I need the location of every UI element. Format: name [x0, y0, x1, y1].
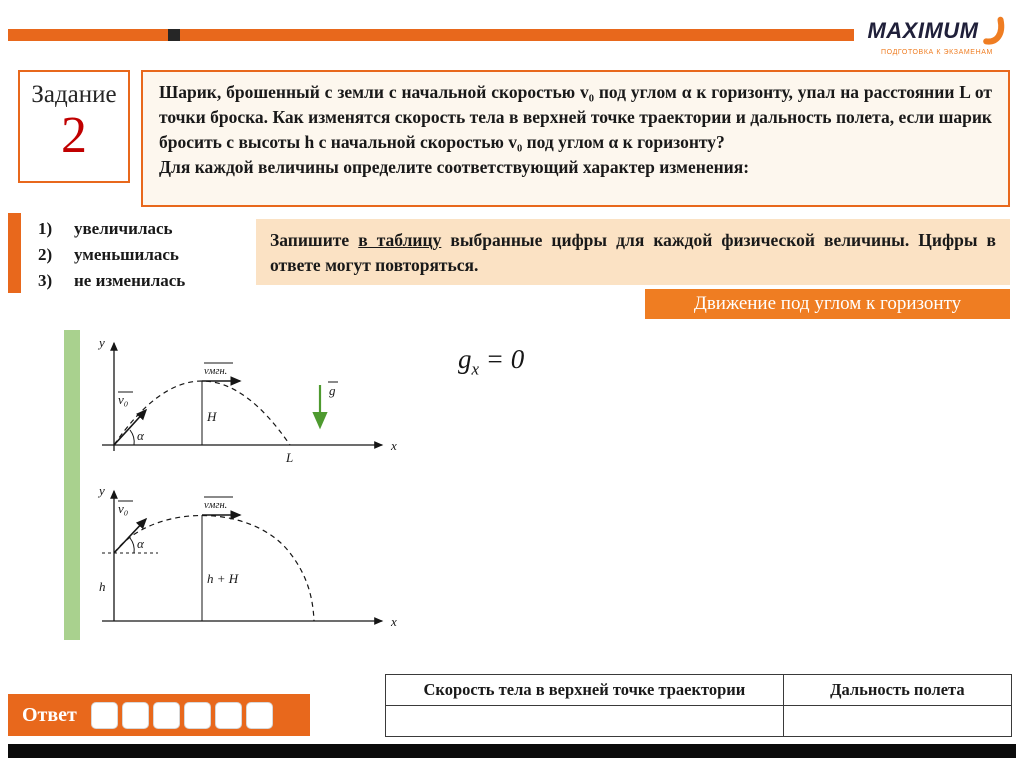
instruction-text-underlined: в таблицу	[358, 230, 442, 250]
result-table	[385, 674, 1012, 737]
table-cell-range[interactable]	[783, 706, 1011, 737]
x-axis-label: x	[391, 438, 397, 453]
instruction-text-after: выбранные цифры для каждой физической величины. Цифры в ответе могут повторяться.	[270, 230, 996, 276]
top-accent-bar	[8, 29, 854, 41]
top-bar-square	[168, 29, 180, 41]
instruction-box	[256, 219, 1010, 285]
green-accent-bar	[64, 330, 80, 640]
brand-logo	[858, 12, 1016, 64]
formula-rest: = 0	[479, 344, 525, 374]
instruction-text-before: Запишите	[270, 230, 359, 250]
trajectory-diagram-ground	[92, 333, 402, 478]
table-row	[386, 706, 1012, 737]
option-decrease	[38, 242, 248, 268]
table-cell-speed[interactable]	[386, 706, 784, 737]
alpha-angle-arc	[130, 538, 134, 553]
option-number: 3)	[38, 271, 53, 290]
answer-label: Ответ	[22, 703, 77, 726]
option-number: 2)	[38, 245, 53, 264]
task-number: 2	[61, 107, 87, 164]
option-label: увеличилась	[74, 219, 173, 238]
launch-height-label: h	[99, 579, 106, 594]
v0-label: v₀	[118, 392, 129, 407]
problem-text: Шарик, брошенный с земли с начальной скоростью v₀ под углом α к горизонту, упал на расстоянии L от точки броска. Как изменятся скорость тела в верхней точке траектории и дальность полета, если шарик бросить с высоты h с начальной скоростью v₀ под углом α к горизонту?	[159, 82, 992, 152]
gravity-label: g	[329, 383, 336, 398]
table-header-speed: Скорость тела в верхней точке траектории	[386, 675, 784, 706]
problem-statement-box	[141, 70, 1010, 207]
trajectory-path	[114, 516, 314, 622]
y-axis-label: y	[99, 483, 105, 498]
brand-swoosh-icon	[981, 14, 1007, 48]
formula-subscript: x	[471, 359, 480, 379]
answer-cell[interactable]	[122, 702, 149, 729]
options-list	[38, 216, 248, 294]
v-instant-label: vмгн.	[204, 500, 228, 511]
answer-cell[interactable]	[91, 702, 118, 729]
answer-cells	[91, 702, 273, 729]
x-axis-label: x	[391, 614, 397, 629]
topic-badge: Движение под углом к горизонту	[645, 289, 1010, 319]
brand-subtitle: ПОДГОТОВКА К ЭКЗАМЕНАМ	[881, 49, 993, 56]
v-instant-label: vмгн.	[204, 366, 228, 377]
task-label: Задание	[31, 81, 117, 108]
option-unchanged	[38, 268, 248, 294]
y-axis-label: y	[99, 335, 105, 350]
option-increase	[38, 216, 248, 242]
brand-logo-text: MAXIMUM	[867, 18, 979, 43]
alpha-angle-arc	[130, 430, 134, 445]
answer-cell[interactable]	[184, 702, 211, 729]
alpha-label: α	[137, 536, 144, 551]
v0-label: v₀	[118, 501, 129, 516]
alpha-label: α	[137, 428, 144, 443]
height-label: h + H	[207, 571, 239, 586]
height-label: H	[207, 409, 217, 424]
formula-gx-zero	[458, 344, 524, 379]
problem-prompt: Для каждой величины определите соответствующий характер изменения:	[159, 156, 750, 177]
answer-cell[interactable]	[215, 702, 242, 729]
answer-cell[interactable]	[246, 702, 273, 729]
option-label: не изменилась	[74, 271, 186, 290]
options-accent-bar	[8, 213, 21, 293]
option-number: 1)	[38, 219, 53, 238]
trajectory-diagram-elevated	[92, 481, 402, 641]
table-header-range: Дальность полета	[783, 675, 1011, 706]
task-box	[18, 70, 130, 183]
answer-strip	[8, 694, 310, 736]
answer-cell[interactable]	[153, 702, 180, 729]
range-label: L	[286, 450, 294, 465]
option-label: уменьшилась	[74, 245, 179, 264]
bottom-accent-bar	[8, 744, 1016, 758]
formula-base: g	[458, 344, 472, 374]
